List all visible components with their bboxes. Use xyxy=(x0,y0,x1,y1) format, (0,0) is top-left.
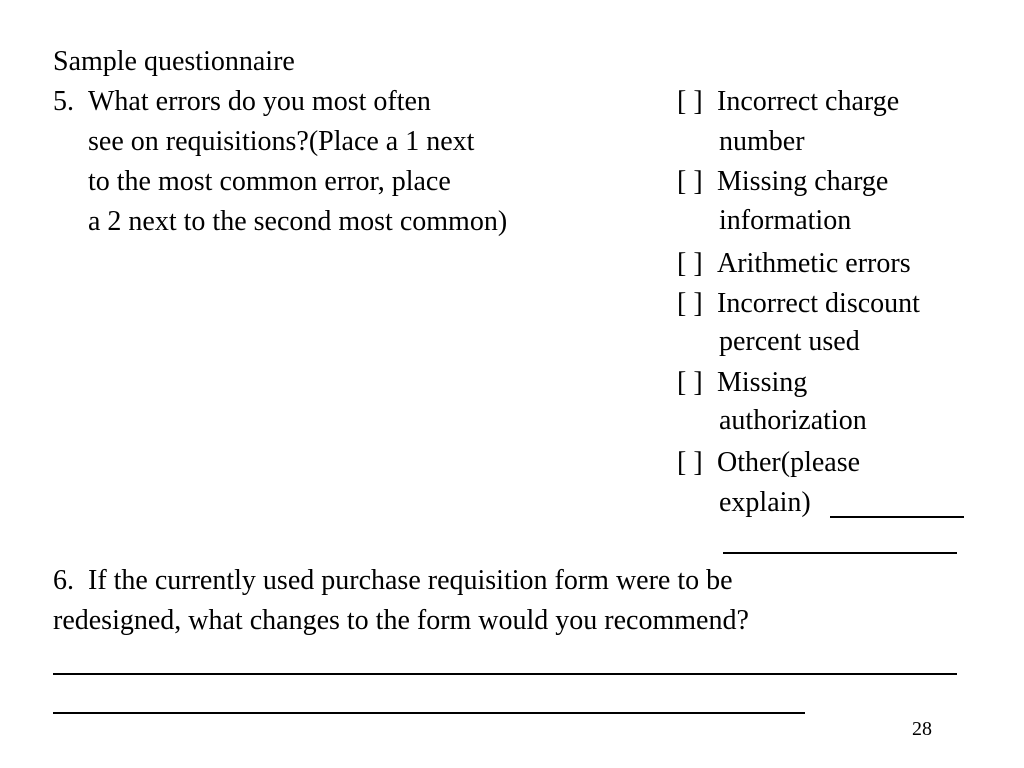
option-label: number xyxy=(719,126,805,157)
option-label: information xyxy=(719,205,852,236)
other-explain-blank[interactable] xyxy=(723,552,957,554)
option-label: percent used xyxy=(719,326,860,357)
option-checkbox[interactable]: [ ] xyxy=(677,288,703,319)
option-checkbox[interactable]: [ ] xyxy=(677,447,703,478)
option-checkbox[interactable]: [ ] xyxy=(677,248,703,279)
option-checkbox[interactable]: [ ] xyxy=(677,367,703,398)
answer-blank[interactable] xyxy=(53,712,805,714)
question-6-line: If the currently used purchase requisition form were to be xyxy=(88,565,733,596)
page-number: 28 xyxy=(912,718,932,740)
question-5-number: 5. xyxy=(53,86,74,117)
question-5-line: to the most common error, place xyxy=(88,166,451,197)
option-label: Missing charge xyxy=(717,166,889,197)
option-label: Arithmetic errors xyxy=(717,248,911,279)
option-label: explain) xyxy=(719,487,811,518)
option-label: authorization xyxy=(719,405,867,436)
option-label: Other(please xyxy=(717,447,861,478)
question-5-line: What errors do you most often xyxy=(88,86,431,117)
question-6-number: 6. xyxy=(53,565,74,596)
answer-blank[interactable] xyxy=(53,673,957,675)
option-checkbox[interactable]: [ ] xyxy=(677,86,703,117)
option-checkbox[interactable]: [ ] xyxy=(677,166,703,197)
other-explain-blank[interactable] xyxy=(830,516,964,518)
option-label: Incorrect charge xyxy=(717,86,900,117)
option-label: Missing xyxy=(717,367,808,398)
option-label: Incorrect discount xyxy=(717,288,920,319)
question-6-line: redesigned, what changes to the form would you recommend? xyxy=(53,605,749,636)
slide-title: Sample questionnaire xyxy=(53,46,295,77)
question-5-line: a 2 next to the second most common) xyxy=(88,206,508,237)
question-5-line: see on requisitions?(Place a 1 next xyxy=(88,126,475,157)
